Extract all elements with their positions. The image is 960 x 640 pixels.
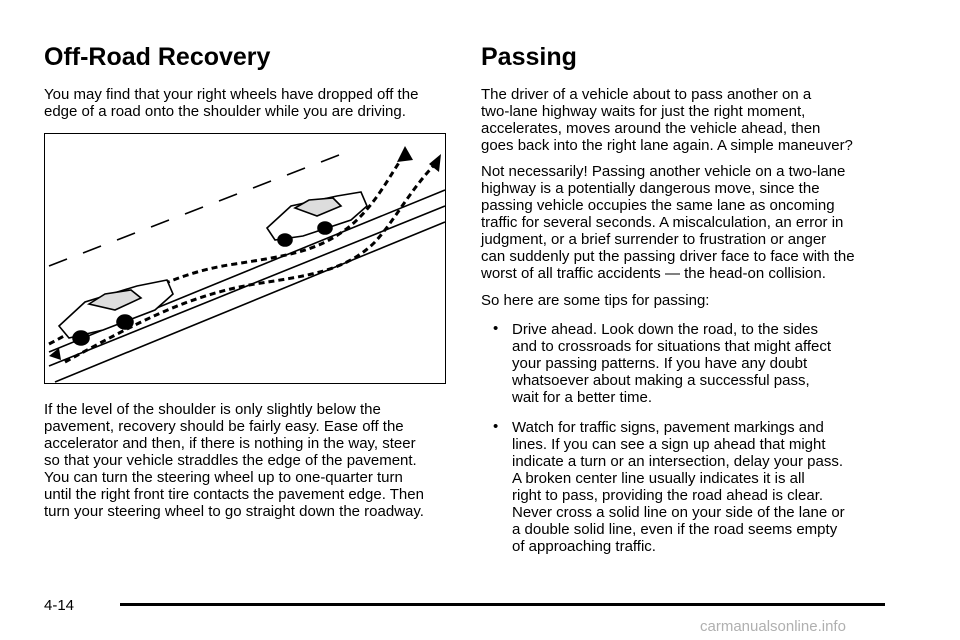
section-heading-off-road-recovery: Off-Road Recovery [44,43,271,71]
text-line: turn your steering wheel to go straight down the roadway. [44,503,424,520]
text-line: worst of all traffic accidents — the head-on collision. [481,265,826,282]
text-line: indicate a turn or an intersection, delay your pass. [512,453,844,470]
section-heading-passing: Passing [481,43,577,71]
text-line: highway is a potentially dangerous move, since the [481,180,820,197]
passing-paragraph-2 [481,163,855,282]
text-line: Watch for traffic signs, pavement markings and [512,419,824,436]
road-recovery-drawing [45,134,446,384]
off-road-recovery-illustration [44,133,446,384]
bullet-item [512,321,831,406]
text-line: lines. If you can see a sign up ahead that might [512,436,826,453]
car-icon [59,280,173,345]
text-line: a double solid line, even if the road seems empty [512,521,838,538]
text-line: your passing patterns. If you have any doubt [512,355,808,372]
text-line: accelerates, moves around the vehicle ahead, then [481,120,821,137]
text-line: traffic for several seconds. A miscalculation, an error in [481,214,844,231]
text-line: Never cross a solid line on your side of the lane or [512,504,845,521]
watermark: carmanualsonline.info [700,618,846,635]
passing-paragraph-1 [481,86,853,154]
text-line: of approaching traffic. [512,538,656,555]
text-line: whatsoever about making a successful pass, [512,372,810,389]
text-line: accelerator and then, if there is nothing in the way, steer [44,435,416,452]
text-line: can suddenly put the passing driver face to face with the [481,248,855,265]
text-line: pavement, recovery should be fairly easy. Ease off the [44,418,404,435]
text-line: A broken center line usually indicates it is all [512,470,805,487]
text-line: The driver of a vehicle about to pass another on a [481,86,812,103]
bullet-marker: • [493,418,499,435]
body-paragraph [44,401,424,520]
text-line: and to crossroads for situations that might affect [512,338,832,355]
text-line: judgment, or a brief surrender to frustration or anger [481,231,827,248]
text-line: If the level of the shoulder is only slightly below the [44,401,381,418]
intro-paragraph [44,86,418,120]
passing-paragraph-3: So here are some tips for passing: [481,292,710,309]
footer-rule [120,603,885,606]
bullet-item [512,419,845,555]
text-line: two-lane highway waits for just the right moment, [481,103,806,120]
text-line: so that your vehicle straddles the edge of the pavement. [44,452,417,469]
page-number: 4-14 [44,597,75,614]
bullet-marker: • [493,320,499,337]
text-line: You may find that your right wheels have dropped off the [44,86,419,103]
text-line: Not necessarily! Passing another vehicle on a two-lane [481,163,846,180]
text-line: until the right front tire contacts the pavement edge. Then [44,486,424,503]
text-line: passing vehicle occupies the same lane as oncoming [481,197,835,214]
text-line: wait for a better time. [512,389,653,406]
text-line: right to pass, providing the road ahead is clear. [512,487,824,504]
car-icon [267,192,367,246]
text-line: Drive ahead. Look down the road, to the sides [512,321,819,338]
text-line: goes back into the right lane again. A simple maneuver? [481,137,853,154]
text-line: edge of a road onto the shoulder while you are driving. [44,103,406,120]
text-line: You can turn the steering wheel up to one-quarter turn [44,469,403,486]
